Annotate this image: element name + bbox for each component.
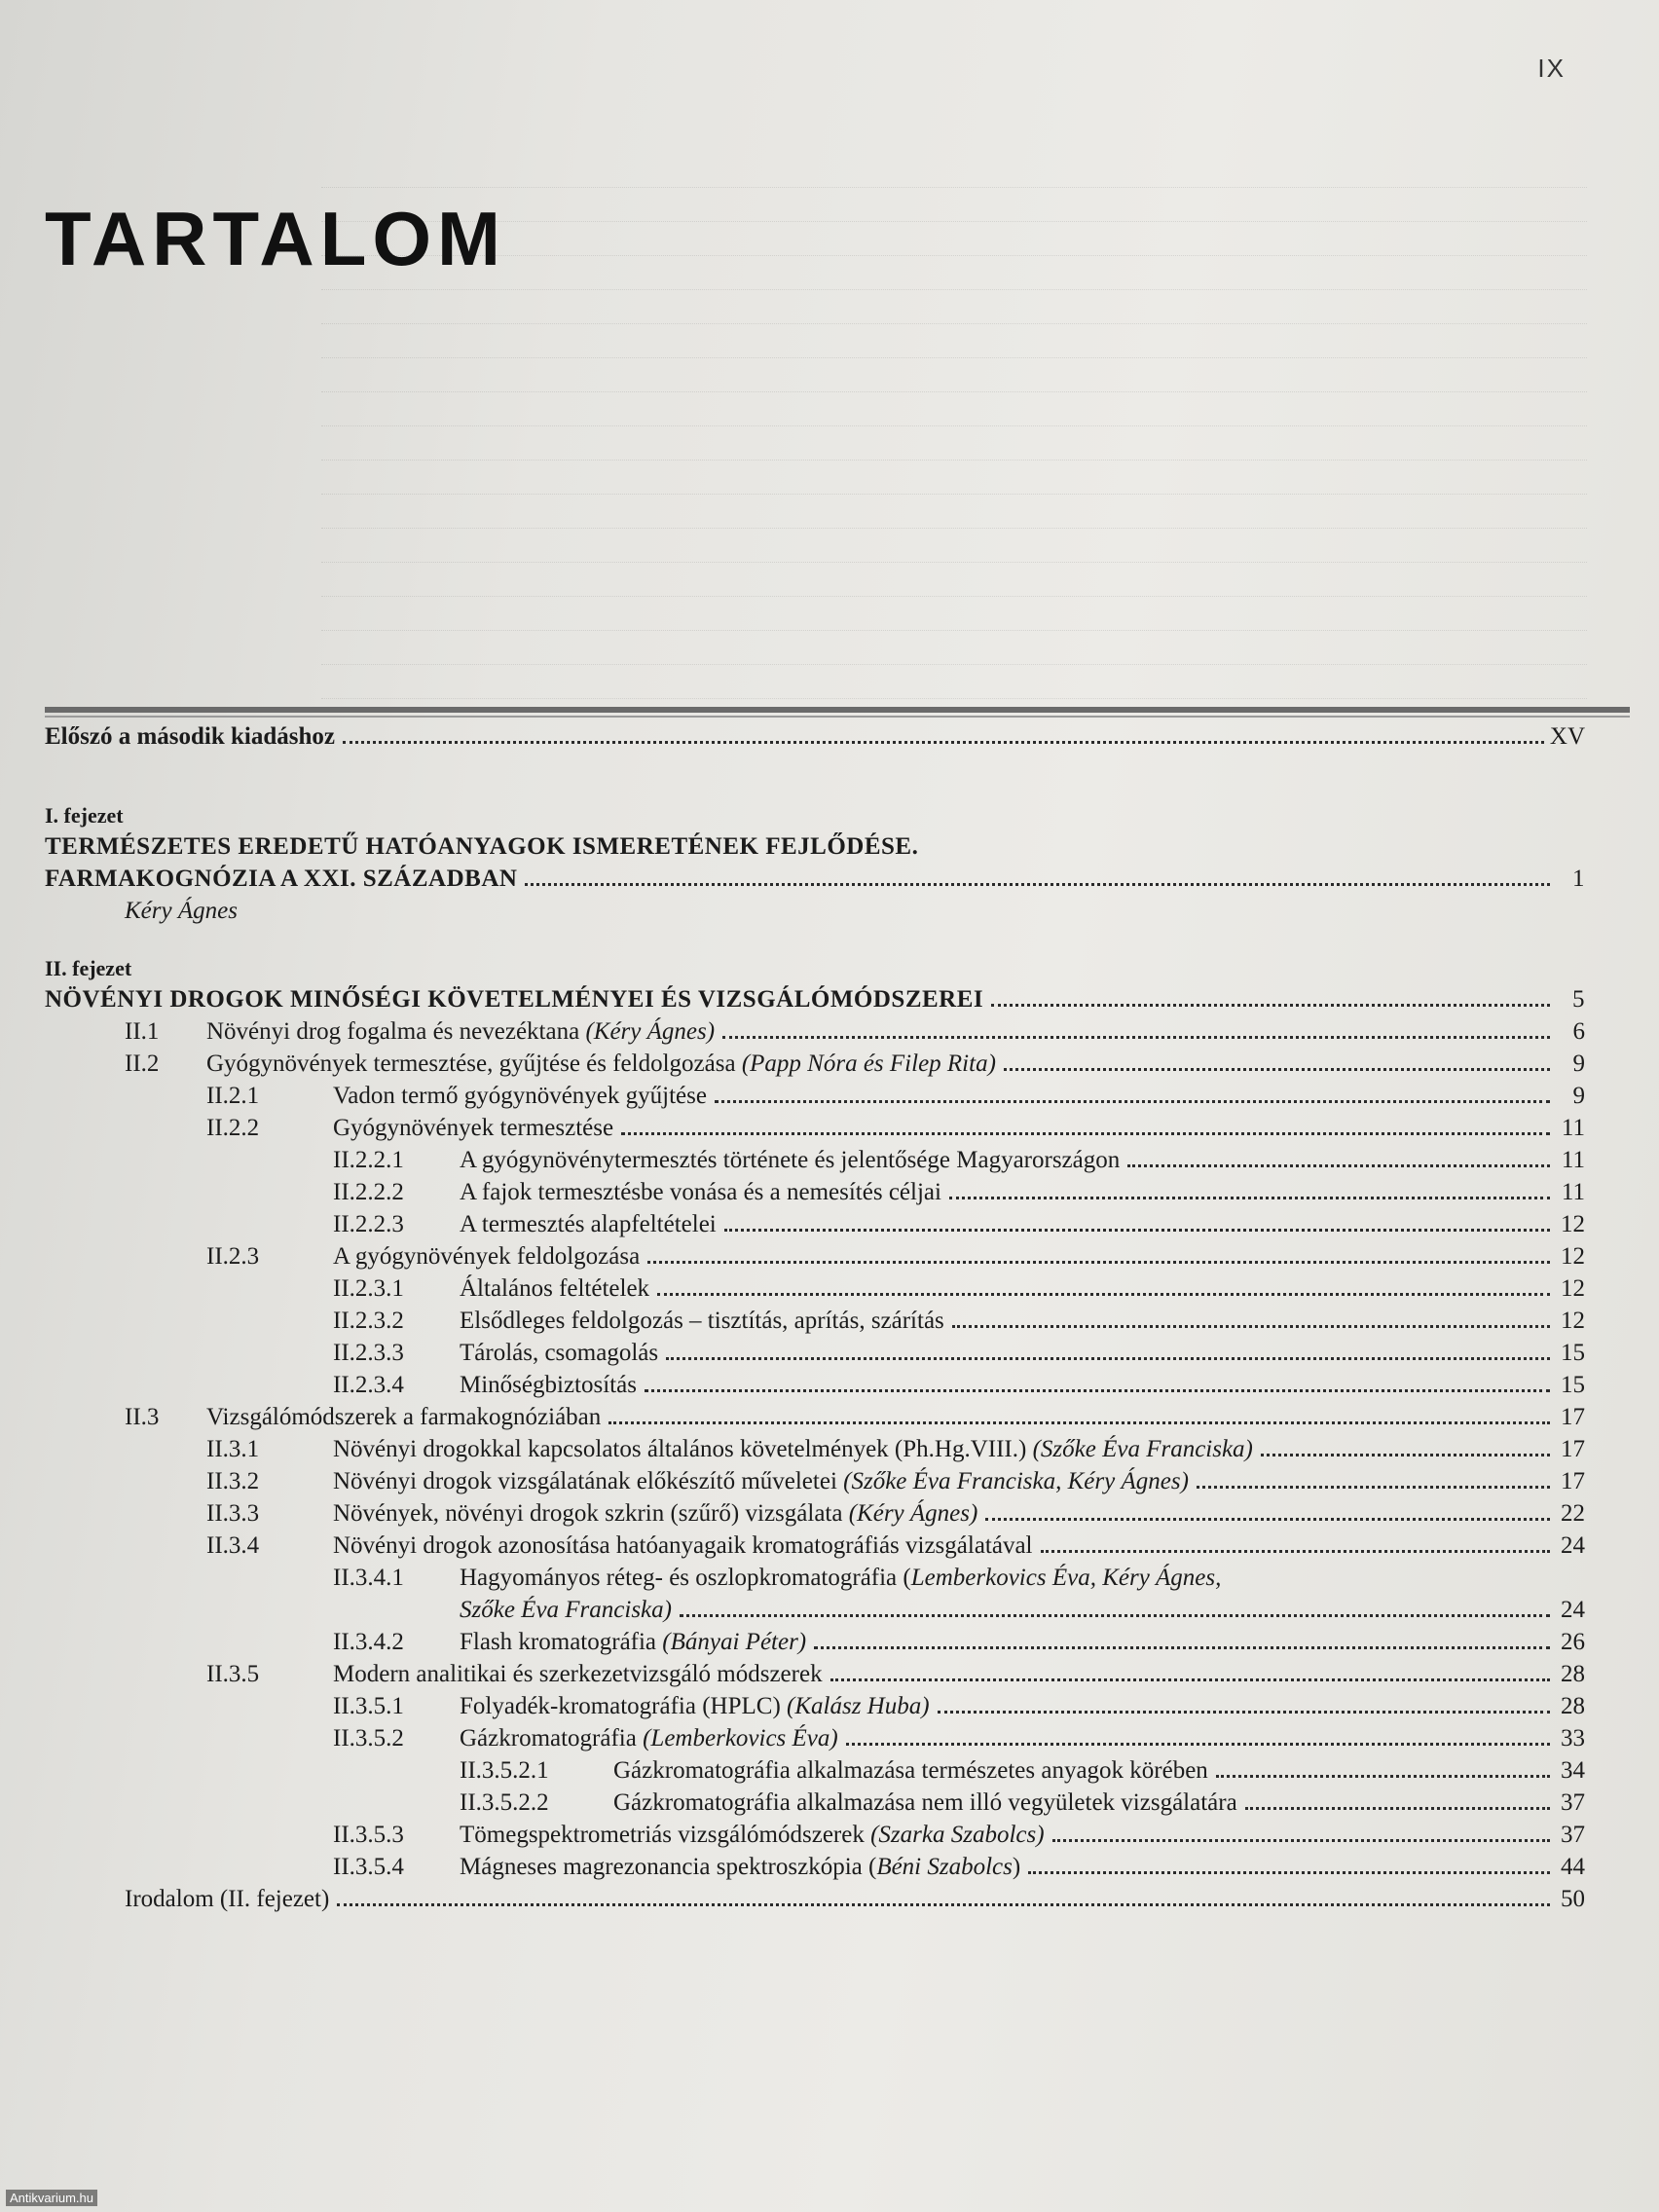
toc-entry-page: 11 [1561,1147,1585,1173]
toc-preface-page: XV [1549,723,1585,750]
chapter1-title-line2: FARMAKOGNÓZIA A XXI. SZÁZADBAN [45,866,518,892]
toc-entry-page: 12 [1561,1275,1585,1302]
toc-entry[interactable] [45,1272,1585,1305]
toc-entry-text: A gyógynövénytermesztés története és jelentősége Magyarországon [460,1147,1121,1173]
toc-entry[interactable] [45,1305,1585,1337]
toc-entry-number: II.3.4 [206,1532,260,1559]
toc-entry-text: Gázkromatográfia (Lemberkovics Éva) [460,1725,838,1751]
toc-entry-number: II.3.5.3 [333,1822,404,1848]
leader-dots [1197,1486,1550,1489]
toc-entry-number: II.2.2 [206,1115,260,1141]
toc-entry-page: 15 [1561,1372,1585,1398]
leader-dots [525,883,1550,886]
toc-entry-page: 26 [1561,1629,1585,1655]
leader-dots [657,1293,1550,1296]
chapter1-author: Kéry Ágnes [125,898,238,924]
chapter1-label: I. fejezet [45,803,124,828]
toc-entry-number: II.2.3.4 [333,1372,404,1398]
toc-entry-number: II.1 [125,1018,160,1045]
leader-dots [1261,1454,1550,1456]
toc-chapter2[interactable] [45,983,1585,1015]
toc-entry-text: Növények, növényi drogok szkrin (szűrő) vizsgálata (Kéry Ágnes) [333,1500,978,1527]
toc-entry-page: 24 [1561,1597,1585,1623]
toc-entry-page: 24 [1561,1532,1585,1559]
toc-entry-page: 34 [1561,1757,1585,1784]
toc-entry-text: Növényi drogokkal kapcsolatos általános követelmények (Ph.Hg.VIII.) (Szőke Éva Franciska) [333,1436,1253,1462]
toc-entry[interactable] [45,1626,1585,1658]
toc-entry[interactable] [45,1080,1585,1112]
toc-entry-page: 12 [1561,1211,1585,1237]
leader-dots [1216,1775,1550,1778]
toc-entry-page: 11 [1561,1115,1585,1141]
leader-dots [722,1036,1550,1039]
toc-entry-text: Flash kromatográfia (Bányai Péter) [460,1629,807,1655]
toc-entry[interactable] [45,1015,1585,1048]
toc-entry-text: Vizsgálómódszerek a farmakognóziában [206,1404,602,1430]
toc-entry-number: II.3.4.2 [333,1629,404,1655]
table-of-contents [45,720,1585,1915]
leader-dots [621,1132,1550,1135]
leader-dots [666,1357,1550,1360]
toc-entry-text: Vadon termő gyógynövények gyűjtése [333,1083,707,1109]
toc-entry-text: Növényi drogok vizsgálatának előkészítő műveletei (Szőke Éva Franciska, Kéry Ágnes) [333,1468,1189,1494]
toc-entry[interactable] [45,1337,1585,1369]
leader-dots [680,1614,1550,1617]
toc-entry[interactable] [45,1722,1585,1754]
leader-dots [724,1229,1550,1232]
toc-entry-number: II.3.1 [206,1436,260,1462]
chapter2-label: II. fejezet [45,956,132,980]
toc-entry[interactable] [45,1819,1585,1851]
toc-entry-number: II.3 [125,1404,160,1430]
toc-entry[interactable] [45,1369,1585,1401]
toc-entry-page: 28 [1561,1661,1585,1687]
toc-entry-text: Növényi drog fogalma és nevezéktana (Kéry Ágnes) [206,1018,716,1045]
leader-dots [1052,1839,1550,1842]
toc-entry[interactable] [45,1176,1585,1208]
chapter1-page: 1 [1572,866,1585,892]
leader-dots [938,1711,1550,1714]
toc-entry-page: 9 [1572,1051,1585,1077]
leader-dots [1004,1068,1550,1071]
toc-entry-number: II.2 [125,1051,160,1077]
toc-entry-text: Tömegspektrometriás vizsgálómódszerek (Szarka Szabolcs) [460,1822,1045,1848]
toc-preface[interactable] [45,720,1585,753]
toc-entry[interactable] [45,1658,1585,1690]
leader-dots [985,1518,1550,1521]
toc-entry-number: II.2.3.3 [333,1340,404,1366]
toc-entry[interactable] [45,1048,1585,1080]
toc-entry-number: II.3.5.1 [333,1693,404,1719]
toc-entry[interactable] [45,1754,1585,1787]
toc-entry-number: II.2.3.2 [333,1308,404,1334]
toc-entry[interactable] [45,1144,1585,1176]
leader-dots [715,1100,1550,1103]
toc-entry-number: II.3.4.1 [333,1565,404,1591]
toc-entry-text: Gyógynövények termesztése, gyűjtése és feldolgozása (Papp Nóra és Filep Rita) [206,1051,996,1077]
leader-dots [343,741,1544,744]
toc-entry[interactable] [45,1851,1585,1883]
toc-entry-page: 44 [1561,1854,1585,1880]
toc-chapter1[interactable] [45,863,1585,895]
toc-entry-text: Gyógynövények termesztése [333,1115,614,1141]
toc-entry-number: II.2.2.3 [333,1211,404,1237]
toc-entry-number: II.3.5.4 [333,1854,404,1880]
running-page-number: IX [1537,54,1566,83]
toc-entry[interactable] [45,1787,1585,1819]
leader-dots [991,1004,1550,1007]
bibliography-title: Irodalom (II. fejezet) [125,1886,330,1912]
chapter1-title-line1[interactable]: TERMÉSZETES EREDETŰ HATÓANYAGOK ISMERETÉNEK FEJLŐDÉSE. [45,833,919,860]
toc-entry-text: Növényi drogok azonosítása hatóanyagaik kromatográfiás vizsgálatával [333,1532,1033,1559]
toc-entry-page: 22 [1561,1500,1585,1527]
toc-entry-page: 11 [1561,1179,1585,1205]
toc-entry-page: 12 [1561,1308,1585,1334]
title-rule [45,707,1630,713]
leader-dots [1127,1164,1550,1167]
bibliography-page: 50 [1561,1886,1585,1912]
toc-entry-page: 6 [1572,1018,1585,1045]
toc-entry-number: II.3.5.2.2 [460,1789,549,1816]
toc-entry[interactable] [45,1433,1585,1465]
toc-bibliography[interactable] [45,1883,1585,1915]
toc-entry-text: Gázkromatográfia alkalmazása természetes anyagok körében [613,1757,1208,1784]
toc-entry-text: Tárolás, csomagolás [460,1340,659,1366]
chapter2-title: NÖVÉNYI DROGOK MINŐSÉGI KÖVETELMÉNYEI ÉS VIZSGÁLÓMÓDSZEREI [45,986,984,1013]
toc-entry-text: Mágneses magrezonancia spektroszkópia (Béni Szabolcs) [460,1854,1021,1880]
toc-entry[interactable] [45,1530,1585,1562]
toc-entry-page: 17 [1561,1404,1585,1430]
toc-entry[interactable] [45,1497,1585,1530]
toc-entry-page: 15 [1561,1340,1585,1366]
toc-entry-number: II.3.2 [206,1468,260,1494]
leader-dots [1028,1871,1550,1874]
toc-entry-text: Minőségbiztosítás [460,1372,637,1398]
toc-entry-text: Folyadék-kromatográfia (HPLC) (Kalász Huba) [460,1693,930,1719]
toc-entry-continuation[interactable] [45,1594,1585,1626]
toc-entry-number: II.2.2.1 [333,1147,404,1173]
leader-dots [1041,1550,1550,1553]
leader-dots [647,1261,1550,1264]
toc-entry[interactable] [45,1465,1585,1497]
toc-entry-text: Modern analitikai és szerkezetvizsgáló módszerek [333,1661,823,1687]
toc-entry-page: 9 [1572,1083,1585,1109]
toc-preface-title: Előszó a második kiadáshoz [45,723,335,750]
toc-entry-text: A gyógynövények feldolgozása [333,1243,641,1270]
toc-entry-page: 28 [1561,1693,1585,1719]
toc-entry-page: 17 [1561,1468,1585,1494]
leader-dots [830,1678,1550,1681]
toc-entry-number: II.2.3.1 [333,1275,404,1302]
toc-entry-number: II.3.3 [206,1500,260,1527]
toc-entry-text: Elsődleges feldolgozás – tisztítás, aprítás, szárítás [460,1308,944,1334]
leader-dots [814,1646,1550,1649]
toc-entry[interactable] [45,1208,1585,1240]
leader-dots [645,1389,1550,1392]
toc-entry-page: 17 [1561,1436,1585,1462]
leader-dots [608,1421,1550,1424]
page-title: TARTALOM [45,196,506,281]
toc-entry-number: II.3.5 [206,1661,260,1687]
watermark: Antikvarium.hu [6,2190,97,2206]
toc-entry-text: Hagyományos réteg- és oszlopkromatográfia (Lemberkovics Éva, Kéry Ágnes, [460,1565,1222,1591]
toc-entry-text: A termesztés alapfeltételei [460,1211,717,1237]
toc-entry-page: 33 [1561,1725,1585,1751]
toc-entry-text: Általános feltételek [460,1275,650,1302]
toc-entry-number: II.2.3 [206,1243,260,1270]
title-rule-thin [45,716,1630,718]
toc-entry-page: 37 [1561,1822,1585,1848]
toc-entry-number: II.2.1 [206,1083,260,1109]
toc-entry-number: II.3.5.2 [333,1725,404,1751]
toc-entry-number: II.3.5.2.1 [460,1757,549,1784]
toc-entry[interactable] [45,1690,1585,1722]
toc-entry[interactable] [45,1240,1585,1272]
leader-dots [952,1325,1550,1328]
leader-dots [337,1903,1550,1906]
chapter2-page: 5 [1572,986,1585,1013]
leader-dots [949,1197,1550,1199]
toc-entry-text: Gázkromatográfia alkalmazása nem illó vegyületek vizsgálatára [613,1789,1237,1816]
toc-entry-number: II.2.2.2 [333,1179,404,1205]
toc-entry-page: 12 [1561,1243,1585,1270]
leader-dots [846,1743,1550,1746]
toc-entry[interactable] [45,1562,1585,1594]
toc-entry-author-continued: Szőke Éva Franciska) [460,1597,672,1623]
toc-entry[interactable] [45,1401,1585,1433]
leader-dots [1245,1807,1550,1810]
show-through-background [321,156,1587,720]
toc-entry-page: 37 [1561,1789,1585,1816]
toc-entry-text: A fajok termesztésbe vonása és a nemesítés céljai [460,1179,941,1205]
toc-entry[interactable] [45,1112,1585,1144]
